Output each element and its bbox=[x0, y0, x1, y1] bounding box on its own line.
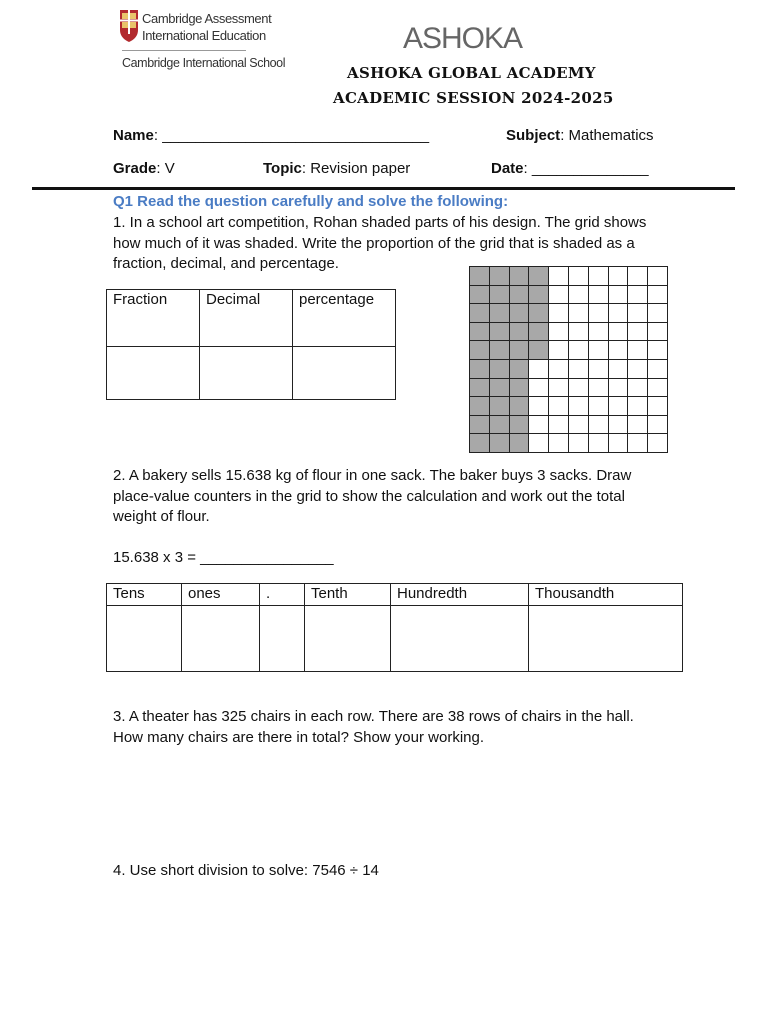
grid-cell bbox=[510, 304, 530, 323]
q1-answer-table bbox=[106, 289, 396, 400]
cambridge-shield-icon bbox=[120, 10, 138, 42]
grid-cell bbox=[510, 416, 530, 435]
grid-cell bbox=[529, 286, 549, 305]
grid-cell bbox=[549, 360, 569, 379]
cell-tenth[interactable] bbox=[305, 606, 391, 672]
grid-cell bbox=[569, 267, 589, 286]
date-value: : ______________ bbox=[523, 160, 649, 177]
shaded-grid bbox=[469, 266, 668, 453]
grid-cell bbox=[569, 416, 589, 435]
grid-cell bbox=[549, 323, 569, 342]
header-tenth: Tenth bbox=[305, 584, 391, 606]
topic-label: Topic bbox=[263, 160, 302, 177]
grid-cell bbox=[648, 304, 668, 323]
q4-text: 4. Use short division to solve: 7546 ÷ 14 bbox=[113, 862, 379, 879]
grid-cell bbox=[549, 304, 569, 323]
grid-cell bbox=[490, 286, 510, 305]
date-label: Date bbox=[491, 160, 524, 177]
grid-cell bbox=[510, 360, 530, 379]
answer-cell-fraction[interactable] bbox=[107, 347, 200, 400]
grid-cell bbox=[609, 286, 629, 305]
grid-cell bbox=[609, 434, 629, 453]
grade-label: Grade bbox=[113, 160, 157, 177]
grid-cell bbox=[569, 360, 589, 379]
grid-cell bbox=[529, 379, 549, 398]
grid-cell bbox=[589, 323, 609, 342]
header-thousandth: Thousandth bbox=[529, 584, 683, 606]
cambridge-logo bbox=[120, 10, 286, 76]
grid-cell bbox=[490, 267, 510, 286]
grid-cell bbox=[569, 379, 589, 398]
grid-cell bbox=[549, 434, 569, 453]
grid-cell bbox=[609, 341, 629, 360]
grid-cell bbox=[470, 267, 490, 286]
grid-cell bbox=[569, 397, 589, 416]
cambridge-line3: Cambridge International School bbox=[122, 56, 286, 70]
topic-field bbox=[263, 160, 410, 177]
date-field bbox=[491, 160, 649, 177]
place-value-table bbox=[106, 583, 683, 672]
grid-cell bbox=[648, 360, 668, 379]
grid-cell bbox=[490, 341, 510, 360]
grid-cell bbox=[609, 304, 629, 323]
grid-cell bbox=[628, 360, 648, 379]
grid-cell bbox=[569, 434, 589, 453]
table-row bbox=[107, 584, 683, 606]
grid-cell bbox=[510, 286, 530, 305]
q3-text: 3. A theater has 325 chairs in each row. There are 38 rows of chairs in the hall. How many chairs are there in total? Show your working. bbox=[113, 708, 634, 746]
subject-field bbox=[506, 127, 654, 144]
q1-heading: Q1 Read the question carefully and solve the following: bbox=[113, 193, 509, 210]
grid-cell bbox=[529, 267, 549, 286]
cell-tens[interactable] bbox=[107, 606, 182, 672]
grid-cell bbox=[510, 323, 530, 342]
grid-cell bbox=[510, 379, 530, 398]
grid-cell bbox=[589, 397, 609, 416]
table-row bbox=[107, 347, 396, 400]
table-header-percentage: percentage bbox=[293, 290, 396, 347]
subject-value: : Mathematics bbox=[560, 127, 654, 144]
table-row bbox=[107, 290, 396, 347]
grid-cell bbox=[628, 304, 648, 323]
grid-cell bbox=[609, 360, 629, 379]
topic-value: : Revision paper bbox=[301, 160, 411, 177]
grid-cell bbox=[648, 267, 668, 286]
grid-cell bbox=[470, 286, 490, 305]
grid-cell bbox=[529, 434, 549, 453]
q1-text: 1. In a school art competition, Rohan shaded parts of his design. The grid shows how much of it was shaded. Write the proportion of the grid that is shaded as a fraction, decimal, and percentage. bbox=[113, 214, 647, 272]
grid-cell bbox=[609, 379, 629, 398]
grid-cell bbox=[648, 379, 668, 398]
table-header-fraction: Fraction bbox=[107, 290, 200, 347]
grid-cell bbox=[549, 267, 569, 286]
grid-cell bbox=[648, 323, 668, 342]
grid-cell bbox=[549, 286, 569, 305]
grid-cell bbox=[589, 360, 609, 379]
grid-cell bbox=[589, 434, 609, 453]
answer-cell-percentage[interactable] bbox=[293, 347, 396, 400]
grid-cell bbox=[648, 434, 668, 453]
grid-cell bbox=[470, 416, 490, 435]
grid-cell bbox=[628, 416, 648, 435]
header-tens: Tens bbox=[107, 584, 182, 606]
cell-ones[interactable] bbox=[182, 606, 260, 672]
subject-label: Subject bbox=[506, 127, 561, 144]
grid-cell bbox=[628, 341, 648, 360]
answer-cell-decimal[interactable] bbox=[200, 347, 293, 400]
grid-cell bbox=[648, 286, 668, 305]
grid-cell bbox=[589, 267, 609, 286]
grid-cell bbox=[628, 323, 648, 342]
grid-cell bbox=[628, 267, 648, 286]
grid-cell bbox=[549, 379, 569, 398]
grid-cell bbox=[549, 341, 569, 360]
cambridge-divider bbox=[122, 50, 246, 51]
academic-session: ACADEMIC SESSION 2024-2025 bbox=[333, 89, 614, 107]
header-point: . bbox=[260, 584, 305, 606]
cambridge-line1: Cambridge Assessment bbox=[142, 11, 272, 26]
grid-cell bbox=[549, 416, 569, 435]
grid-cell bbox=[569, 304, 589, 323]
grid-cell bbox=[490, 379, 510, 398]
grid-cell bbox=[529, 360, 549, 379]
grid-cell bbox=[569, 323, 589, 342]
grid-cell bbox=[510, 267, 530, 286]
grid-cell bbox=[490, 397, 510, 416]
grid-cell bbox=[470, 397, 490, 416]
grid-cell bbox=[628, 379, 648, 398]
grid-cell bbox=[490, 434, 510, 453]
grid-cell bbox=[529, 341, 549, 360]
grid-cell bbox=[549, 397, 569, 416]
grid-cell bbox=[589, 304, 609, 323]
grid-cell bbox=[510, 434, 530, 453]
grid-cell bbox=[589, 416, 609, 435]
grid-cell bbox=[470, 304, 490, 323]
grid-cell bbox=[648, 397, 668, 416]
grid-cell bbox=[609, 323, 629, 342]
ashoka-logo: ASHOKA bbox=[403, 22, 523, 55]
grid-cell bbox=[529, 416, 549, 435]
grid-cell bbox=[470, 379, 490, 398]
grid-cell bbox=[529, 323, 549, 342]
grid-cell bbox=[609, 416, 629, 435]
name-label: Name bbox=[113, 127, 154, 144]
grid-cell bbox=[470, 434, 490, 453]
cell-point[interactable] bbox=[260, 606, 305, 672]
grade-field bbox=[113, 160, 175, 177]
grid-cell bbox=[490, 304, 510, 323]
q2-equation: 15.638 x 3 = ________________ bbox=[113, 549, 334, 566]
header-hundredth: Hundredth bbox=[391, 584, 529, 606]
table-row bbox=[107, 606, 683, 672]
header-ones: ones bbox=[182, 584, 260, 606]
cell-thousandth[interactable] bbox=[529, 606, 683, 672]
grid-cell bbox=[628, 434, 648, 453]
grid-cell bbox=[589, 341, 609, 360]
grid-cell bbox=[628, 286, 648, 305]
grid-cell bbox=[510, 397, 530, 416]
grid-cell bbox=[490, 360, 510, 379]
grid-cell bbox=[569, 341, 589, 360]
table-header-decimal: Decimal bbox=[200, 290, 293, 347]
grid-cell bbox=[609, 267, 629, 286]
grid-cell bbox=[490, 323, 510, 342]
grid-cell bbox=[589, 379, 609, 398]
grid-cell bbox=[490, 416, 510, 435]
grid-cell bbox=[648, 416, 668, 435]
grid-cell bbox=[648, 341, 668, 360]
header-divider bbox=[32, 187, 735, 190]
cambridge-line2: International Education bbox=[142, 28, 266, 43]
grid-cell bbox=[529, 304, 549, 323]
cell-hundredth[interactable] bbox=[391, 606, 529, 672]
grid-cell bbox=[609, 397, 629, 416]
grid-cell bbox=[589, 286, 609, 305]
grid-cell bbox=[470, 360, 490, 379]
school-name: ASHOKA GLOBAL ACADEMY bbox=[347, 64, 596, 82]
grid-cell bbox=[470, 341, 490, 360]
name-value: : ________________________________ bbox=[153, 127, 430, 144]
grid-cell bbox=[510, 341, 530, 360]
q2-text: 2. A bakery sells 15.638 kg of flour in one sack. The baker buys 3 sacks. Draw place-value counters in the grid to show the calculation and work out the total weight of flour. bbox=[113, 467, 632, 525]
grid-cell bbox=[628, 397, 648, 416]
grid-cell bbox=[470, 323, 490, 342]
grid-cell bbox=[569, 286, 589, 305]
name-field bbox=[113, 127, 429, 144]
grade-value: : V bbox=[156, 160, 175, 177]
grid-cell bbox=[529, 397, 549, 416]
